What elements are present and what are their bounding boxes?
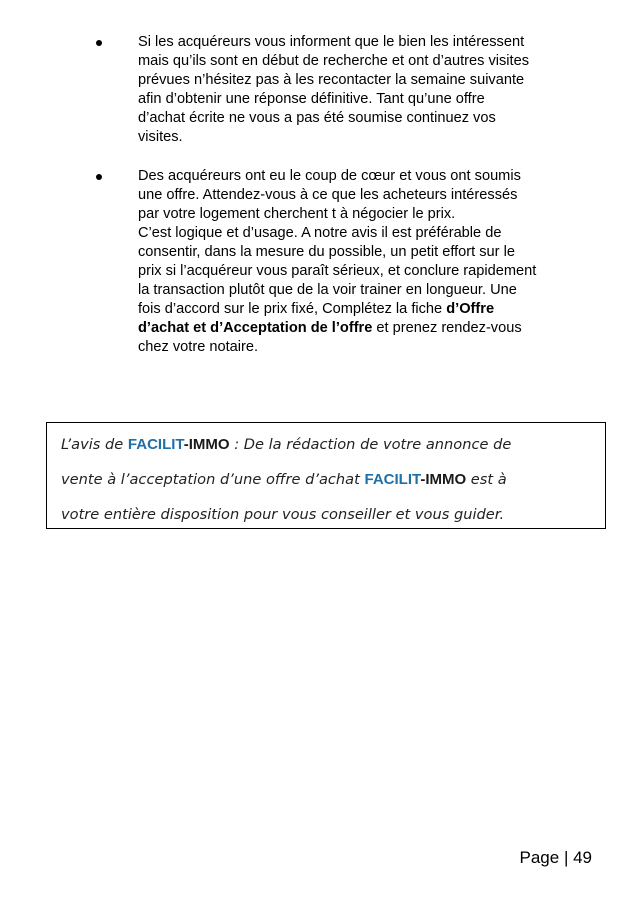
advice-line: votre entière disposition pour vous conseiller et vous guider. bbox=[61, 506, 505, 523]
text-segment: fois d’accord sur le prix fixé, Complétez la fiche bbox=[138, 301, 447, 317]
text-line: consentir, dans la mesure du possible, un petit effort sur le bbox=[138, 244, 515, 260]
bullet-item-offer bbox=[0, 167, 638, 357]
bullet-icon bbox=[96, 40, 102, 46]
advice-text: est à bbox=[466, 471, 507, 488]
brand-separator: - bbox=[183, 436, 189, 453]
brand-immo: IMMO bbox=[188, 436, 230, 453]
text-line: une offre. Attendez-vous à ce que les acheteurs intéressés bbox=[138, 187, 518, 203]
text-line: chez votre notaire. bbox=[138, 339, 259, 355]
brand-immo: IMMO bbox=[425, 471, 467, 488]
bullet-text bbox=[138, 167, 600, 357]
advice-intro: L’avis de bbox=[61, 436, 128, 453]
text-line bbox=[138, 319, 600, 338]
text-line: d’achat écrite ne vous a pas été soumise continuez vos bbox=[138, 110, 496, 126]
brand-facilit: FACILIT bbox=[127, 436, 184, 453]
bullet-text bbox=[138, 33, 600, 147]
advice-text: vente à l’acceptation d’une offre d’achat bbox=[61, 471, 365, 488]
text-line bbox=[138, 300, 600, 319]
brand-facilit: FACILIT bbox=[364, 471, 421, 488]
text-line: Des acquéreurs ont eu le coup de cœur et vous ont soumis bbox=[138, 168, 521, 184]
bullet-item-visits bbox=[0, 33, 638, 147]
bullet-list bbox=[0, 33, 638, 377]
advice-line bbox=[61, 462, 605, 497]
text-line: mais qu’ils sont en début de recherche et ont d’autres visites bbox=[138, 53, 530, 69]
bullet-icon bbox=[96, 174, 102, 180]
page-number: Page | 49 bbox=[519, 848, 592, 867]
text-line: Si les acquéreurs vous informent que le bien les intéressent bbox=[138, 34, 525, 50]
text-line: prix si l’acquéreur vous paraît sérieux, et conclure rapidement bbox=[138, 263, 537, 279]
form-name-bold: d’Offre bbox=[446, 301, 495, 317]
advice-line bbox=[61, 427, 605, 462]
text-line: C’est logique et d’usage. A notre avis il est préférable de bbox=[138, 225, 502, 241]
advice-box bbox=[46, 422, 606, 529]
form-name-bold: d’achat et d’Acceptation de l’offre bbox=[138, 320, 373, 336]
text-line: la transaction plutôt que de la voir trainer en longueur. Une bbox=[138, 282, 517, 298]
brand-separator: - bbox=[420, 471, 426, 488]
text-segment: et prenez rendez-vous bbox=[372, 320, 522, 336]
text-line: par votre logement cherchent t à négocier le prix. bbox=[138, 206, 456, 222]
text-line: prévues n’hésitez pas à les recontacter la semaine suivante bbox=[138, 72, 525, 88]
text-line: afin d’obtenir une réponse définitive. Tant qu’une offre bbox=[138, 91, 485, 107]
text-line: visites. bbox=[138, 129, 183, 145]
advice-text: : De la rédaction de votre annonce de bbox=[229, 436, 512, 453]
